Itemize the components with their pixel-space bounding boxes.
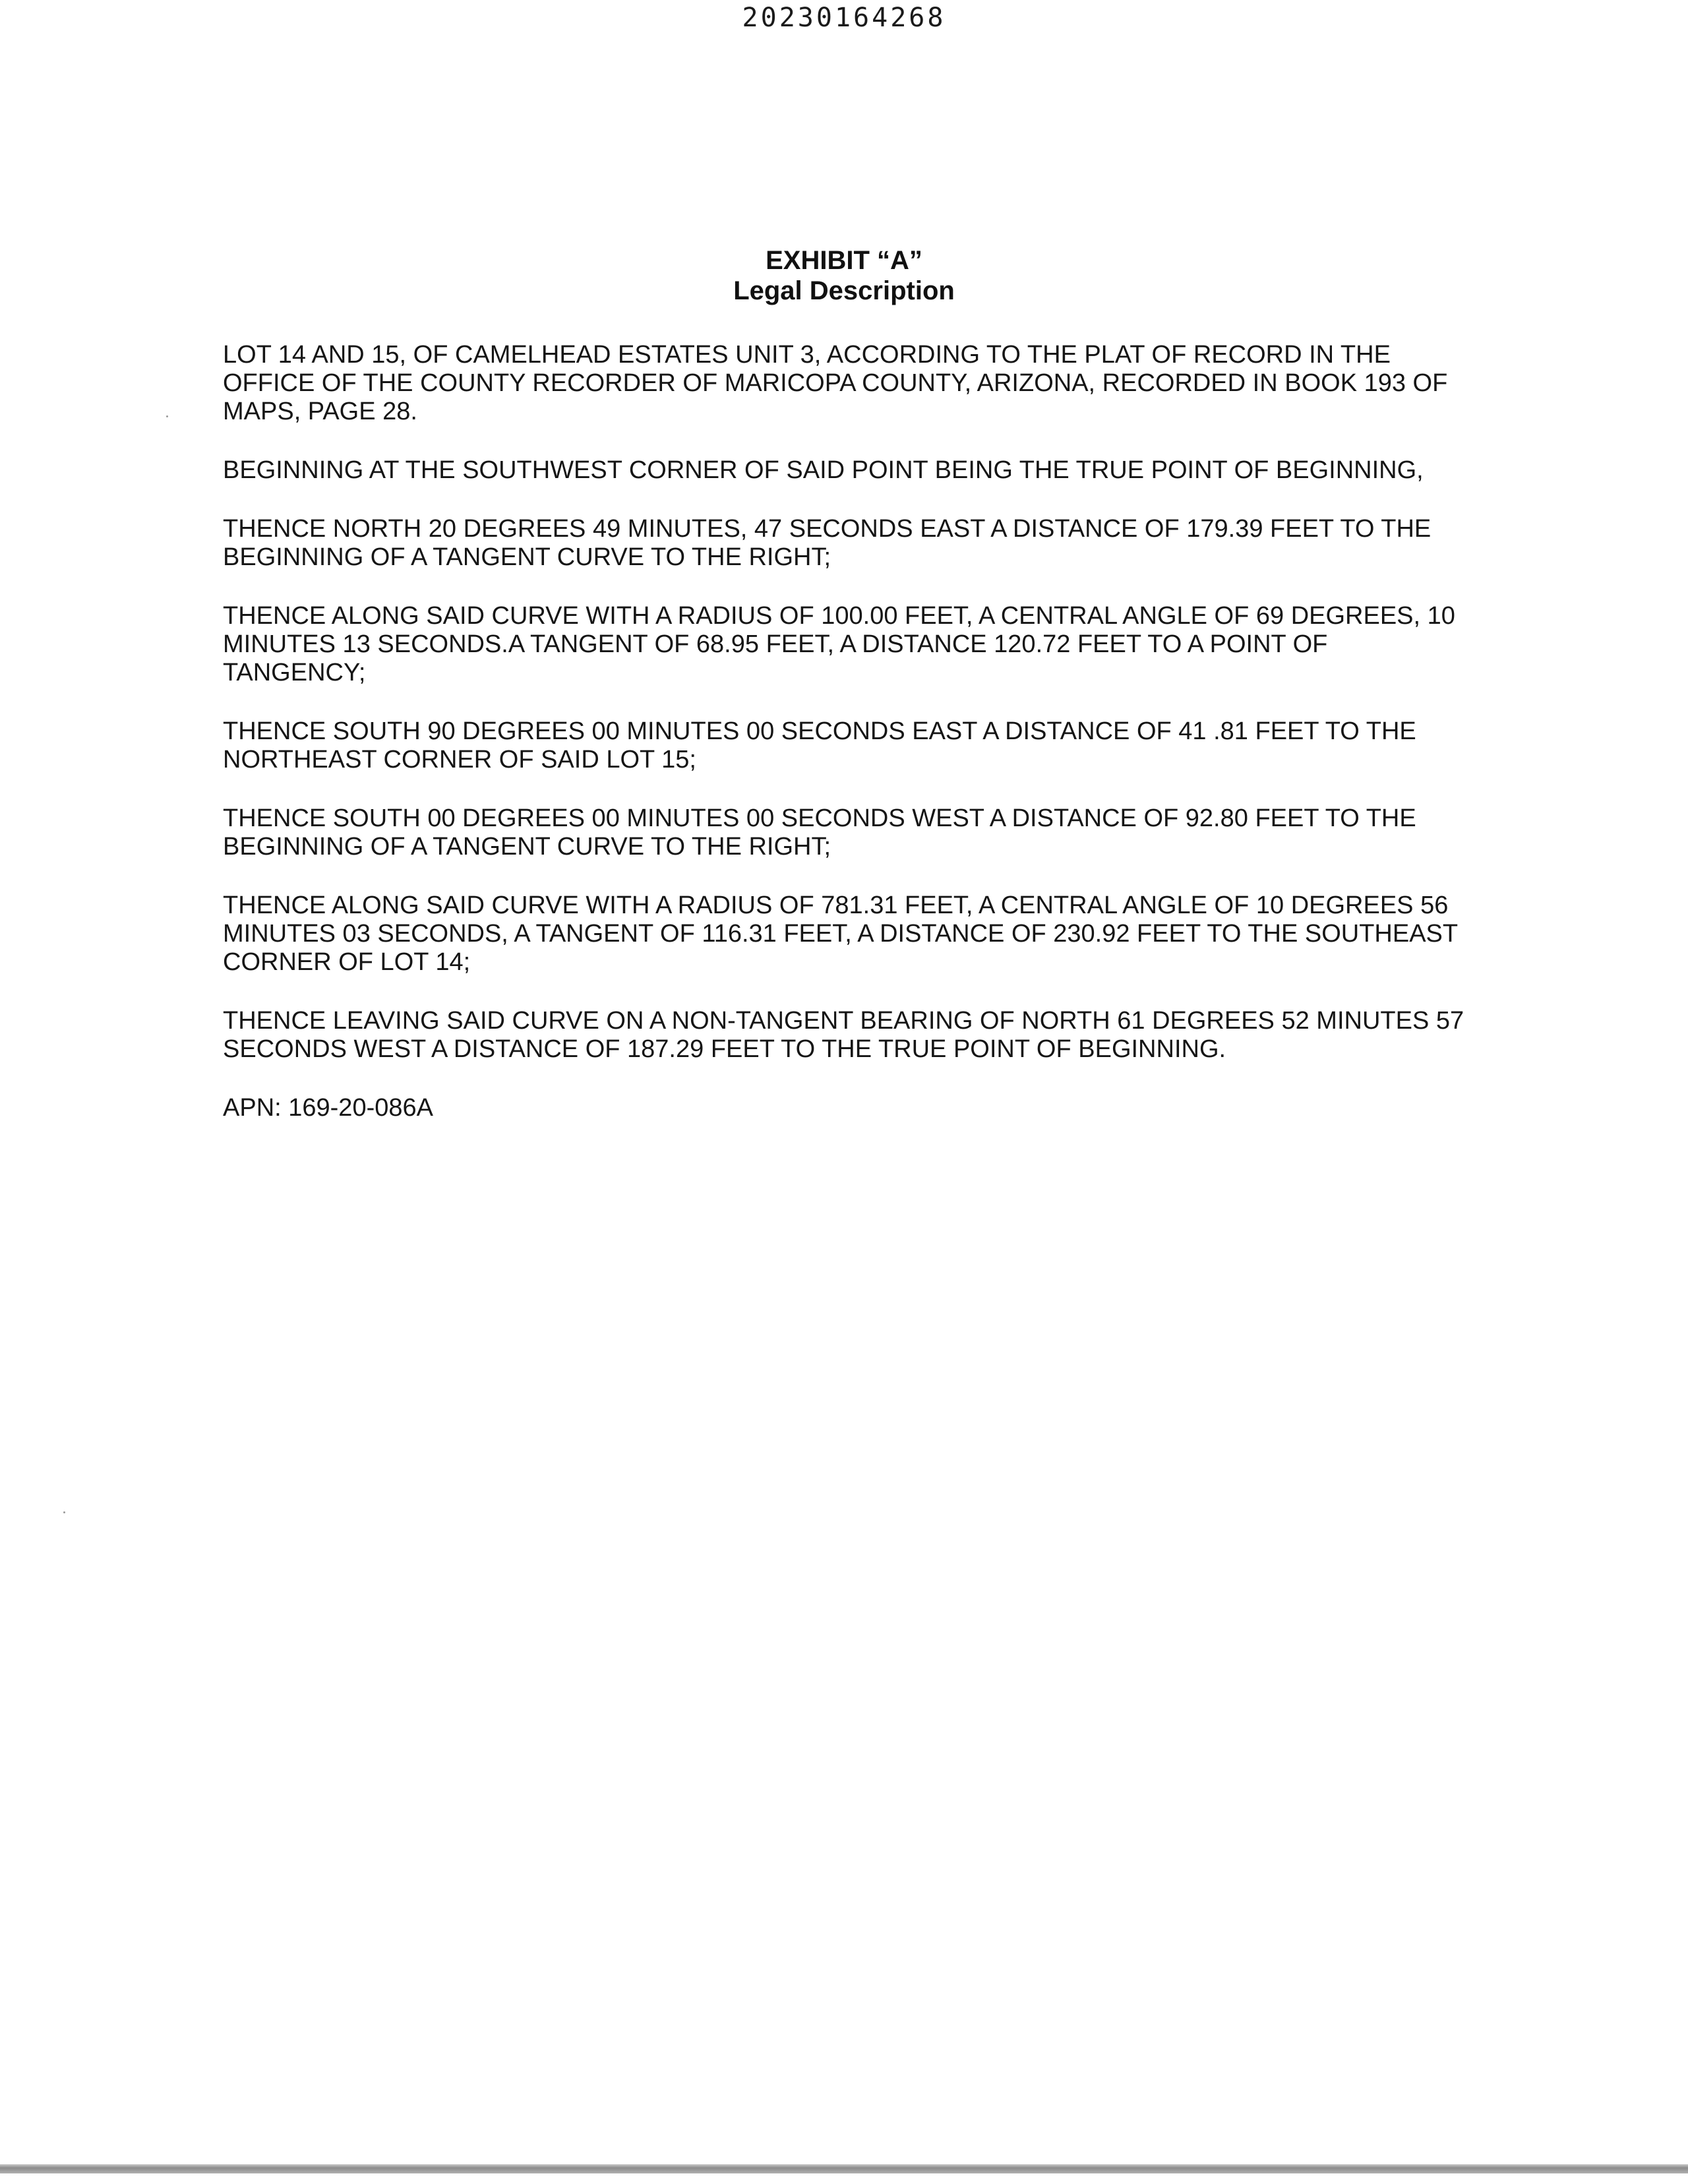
scan-speck — [63, 1511, 65, 1513]
apn-line: APN: 169-20-086A — [223, 1094, 433, 1122]
exhibit-subtitle: Legal Description — [733, 276, 955, 305]
scan-speck — [166, 415, 168, 417]
paragraph-beginning: BEGINNING AT THE SOUTHWEST CORNER OF SAID POINT BEING THE TRUE POINT OF BEGINNING, — [223, 456, 1424, 484]
exhibit-header — [0, 245, 1688, 306]
paragraph-course-4: THENCE SOUTH 00 DEGREES 00 MINUTES 00 SECONDS WEST A DISTANCE OF 92.80 FEET TO THE BEGINNING OF A TANGENT CURVE TO THE RIGHT; — [223, 804, 1416, 861]
scan-bottom-edge — [0, 2164, 1688, 2173]
paragraph-course-6: THENCE LEAVING SAID CURVE ON A NON-TANGENT BEARING OF NORTH 61 DEGREES 52 MINUTES 57 SECONDS WEST A DISTANCE OF 187.29 FEET TO THE TRUE POINT OF BEGINNING. — [223, 1007, 1464, 1063]
paragraph-course-5: THENCE ALONG SAID CURVE WITH A RADIUS OF 781.31 FEET, A CENTRAL ANGLE OF 10 DEGREES 56 MINUTES 03 SECONDS, A TANGENT OF 116.31 FEET, A DISTANCE OF 230.92 FEET TO THE SOUTHEAST CORNER OF LOT 14; — [223, 892, 1458, 976]
recording-number: 20230164268 — [742, 3, 946, 33]
paragraph-course-1: THENCE NORTH 20 DEGREES 49 MINUTES, 47 SECONDS EAST A DISTANCE OF 179.39 FEET TO THE BEGINNING OF A TANGENT CURVE TO THE RIGHT; — [223, 515, 1432, 571]
paragraph-course-3: THENCE SOUTH 90 DEGREES 00 MINUTES 00 SECONDS EAST A DISTANCE OF 41 .81 FEET TO THE NORTHEAST CORNER OF SAID LOT 15; — [223, 717, 1416, 774]
exhibit-title: EXHIBIT “A” — [766, 246, 922, 275]
paragraph-course-2: THENCE ALONG SAID CURVE WITH A RADIUS OF 100.00 FEET, A CENTRAL ANGLE OF 69 DEGREES, 10 MINUTES 13 SECONDS.A TANGENT OF 68.95 FEET, A DISTANCE 120.72 FEET TO A POINT OF TANGENCY; — [223, 602, 1455, 686]
paragraph-lot-description: LOT 14 AND 15, OF CAMELHEAD ESTATES UNIT 3, ACCORDING TO THE PLAT OF RECORD IN THE OFFICE OF THE COUNTY RECORDER OF MARICOPA COUNTY, ARIZONA, RECORDED IN BOOK 193 OF MAPS, PAGE 28. — [223, 341, 1448, 425]
legal-description-body — [223, 341, 1469, 1122]
